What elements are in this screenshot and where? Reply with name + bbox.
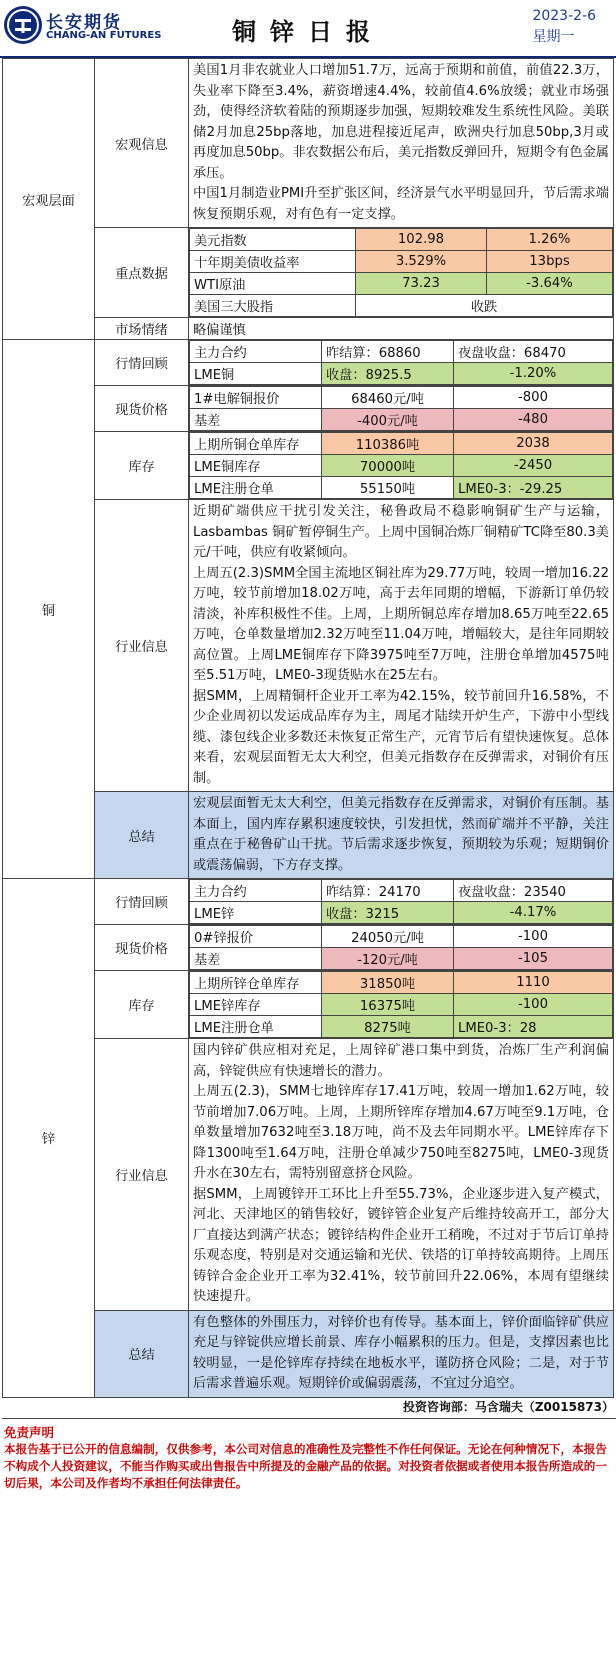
macro-info-paragraph: 美国1月非农就业人口增加51.7万，远高于预期和前值，前值22.3万，失业率下降至3.4%，薪资增速4.4%，较前值4.6%放缓；就业市场强劲，使得经济软着陆的预期逐步加强，短期较难发生系统性风险。美联储2月加息25bp落地，加息进程接近尾声，欧洲央行加息50bp,3月或再度加息50bp。非农数据公布后，美元指数反弹回升，短期令有色金属承压。 [193,63,609,181]
zinc-market-table [189,879,613,924]
basis-change: -105 [454,948,613,970]
inventory-name: LME铜库存 [190,455,322,477]
copper-inventory-cell [189,432,614,500]
copper-market-table [189,340,613,385]
key-data-row [190,273,613,295]
copper-market-cell [189,340,614,386]
zinc-spot-table [189,925,613,970]
key-data-row [190,295,613,317]
basis-change: -480 [454,409,613,431]
lme-change: -1.20% [454,363,613,385]
key-data-change: 13bps [487,251,613,273]
industry-paragraph: 上周五(2.3)SMM全国主流地区铜社库为29.77万吨，较周一增加16.22万吨，较节前增加18.02万吨，高于去年同期的增幅，下游新订单仍较清淡，补库积极性不佳。上周，上期所铜总库存增加8.65万吨至22.65万吨，仓单数量增加2.32万吨至11.04万吨，增幅较大，是往年同期较高位置。上周LME铜库存下降3975吨至7万吨，注册仓单增加4575吨至5.51万吨，LME0-3现货贴水在25左右。 [193,565,609,683]
report-date-block [532,6,596,48]
night-close: 夜盘收盘：68470 [454,341,613,363]
inventory-row [190,455,613,477]
basis-value: -400元/吨 [322,409,454,431]
macro-key-data-row [3,228,614,318]
copper-inventory-row [3,432,614,500]
report-date: 2023-2-6 [532,8,596,24]
inventory-value: 16375吨 [322,994,454,1016]
macro-sentiment-label: 市场情绪 [95,318,189,340]
report-header [0,0,616,58]
macro-key-data-table [189,228,613,317]
macro-key-data-label: 重点数据 [95,228,189,318]
copper-inventory-label: 库存 [95,432,189,500]
main-contract-label: 主力合约 [190,341,322,363]
zinc-industry-label: 行业信息 [95,1039,189,1311]
zinc-industry-text [189,1039,614,1311]
inventory-name: LME注册仓单 [190,1016,322,1038]
lme-name: LME锌 [190,902,322,924]
key-data-value: 3.529% [356,251,487,273]
zinc-market-cell [189,879,614,925]
inventory-name: LME注册仓单 [190,477,322,499]
zinc-market-label: 行情回顾 [95,879,189,925]
copper-industry-row [3,500,614,792]
industry-paragraph: 上周五(2.3)，SMM七地锌库存17.41万吨，较周一增加1.62万吨，较节前增加7.06万吨。上周，上期所锌库存增加4.67万吨至9.1万吨，仓单数量增加7632吨至3.18万吨，尚不及去年同期水平。LME锌库存下降1300吨至1.64万吨，注册仓单减少750吨至8275吨，LME0-3现货升水在30左右，需特别留意挤仓风险。 [193,1084,609,1181]
market-row [190,902,613,924]
macro-info-row [3,59,614,228]
copper-inventory-table [189,432,613,499]
key-data-name: 美元指数 [190,229,356,251]
night-close: 夜盘收盘：23540 [454,880,613,902]
prev-settle: 昨结算：68860 [322,341,454,363]
inventory-value: 70000吨 [322,455,454,477]
inventory-name: 上期所锌仓单库存 [190,972,322,994]
inventory-change: -2450 [454,455,613,477]
zinc-inventory-label: 库存 [95,971,189,1039]
key-data-value: 收跌 [356,295,613,317]
industry-paragraph: 据SMM，上周镀锌开工环比上升至55.73%，企业逐步进入复产模式，河北、天津地区的销售较好，镀锌管企业复产后维持较高开工，部分大厂直接达到满产状态；镀锌结构件企业开工稍晚，不过对于节后订单持乐观态度，特别是对交通运输和光伏、铁塔的订单持较高期待。上周压铸锌合金企业开工率为32.41%，较节前回升22.06%，本周有望继续快速提升。 [193,1186,609,1304]
macro-sentiment-value: 略偏谨慎 [189,318,614,340]
copper-industry-label: 行业信息 [95,500,189,792]
zinc-inventory-cell [189,971,614,1039]
inventory-name: 上期所铜仓单库存 [190,433,322,455]
zinc-summary-row [3,1310,614,1397]
key-data-change: -3.64% [487,273,613,295]
zinc-inventory-table [189,971,613,1038]
copper-spot-label: 现货价格 [95,386,189,432]
report-title: 铜锌日报 [232,18,384,46]
inventory-row [190,1016,613,1038]
report-weekday: 星期一 [532,29,575,45]
inventory-change: LME0-3：-29.25 [454,477,613,499]
copper-section-label: 铜 [3,340,95,879]
zinc-spot-cell [189,925,614,971]
lme-close: 收盘：8925.5 [322,363,454,385]
zinc-inventory-row [3,971,614,1039]
inventory-row [190,477,613,499]
macro-info-label: 宏观信息 [95,59,189,228]
copper-industry-text [189,500,614,792]
copper-market-label: 行情回顾 [95,340,189,386]
main-contract-label: 主力合约 [190,880,322,902]
spot-row [190,926,613,948]
inventory-change: 2038 [454,433,613,455]
key-data-name: 美国三大股指 [190,295,356,317]
zinc-summary-text: 有色整体的外围压力，对锌价也有传导。基本面上，锌价面临锌矿供应充足与锌锭供应增长前景、库存小幅累积的压力。但是，支撑因素也比较明显，一是伦锌库存持续在地板水平，谨防挤仓风险；二是，对于节后需求普遍乐观。短期锌价或偏弱震荡，不宜过分追空。 [189,1310,614,1397]
macro-sentiment-row [3,318,614,340]
basis-name: 基差 [190,409,322,431]
key-data-value: 73.23 [356,273,487,295]
inventory-row [190,972,613,994]
zinc-section-label: 锌 [3,879,95,1398]
copper-spot-table [189,386,613,431]
macro-info-text [189,59,614,228]
spot-row [190,387,613,409]
logo-english-name: CHANG-AN FUTURES [46,30,162,41]
key-data-row [190,251,613,273]
zinc-spot-label: 现货价格 [95,925,189,971]
key-data-name: WTI原油 [190,273,356,295]
basis-row [190,948,613,970]
disclaimer-text: 本报告基于已公开的信息编制，仅供参考，本公司对信息的准确性及完整性不作任何保证。无论在何种情况下，本报告不构成个人投资建议，不能当作购买或出售报告中所提及的金融产品的依据。对投资者依据或者使用本报告所造成的一切后果，本公司及作者均不承担任何法律责任。 [4,1441,607,1490]
basis-name: 基差 [190,948,322,970]
industry-paragraph: 据SMM，上周精铜杆企业开工率为42.15%，较节前回升16.58%，不少企业周初以发运成品库存为主，周尾才陆续开炉生产，下游中小型线缆、漆包线企业多数还未恢复正常生产，元宵节后有望快速恢复。总体来看，宏观层面暂无太大利空，但美元指数存在反弹需求，对铜价有压制。 [193,688,609,786]
copper-market-row [3,340,614,386]
copper-spot-cell [189,386,614,432]
inventory-row [190,433,613,455]
copper-summary-row [3,792,614,879]
spot-name: 1#电解铜报价 [190,387,322,409]
spot-value: 24050元/吨 [322,926,454,948]
lme-close: 收盘：3215 [322,902,454,924]
zinc-industry-row [3,1039,614,1311]
logo-chinese-name: 长安期货 [46,13,122,33]
zinc-summary-label: 总结 [95,1310,189,1397]
inventory-name: LME锌库存 [190,994,322,1016]
macro-key-data-cell [189,228,614,318]
spot-change: -800 [454,387,613,409]
zinc-market-row [3,879,614,925]
spot-change: -100 [454,926,613,948]
inventory-value: 31850吨 [322,972,454,994]
report-table [2,58,614,1398]
market-row [190,363,613,385]
key-data-row [190,229,613,251]
inventory-change: -100 [454,994,613,1016]
inventory-value: 110386吨 [322,433,454,455]
prev-settle: 昨结算：24170 [322,880,454,902]
macro-section-label: 宏观层面 [3,59,95,340]
basis-value: -120元/吨 [322,948,454,970]
industry-paragraph: 近期矿端供应干扰引发关注，秘鲁政局不稳影响铜矿生产与运输，Lasbambas 铜矿暂停铜生产。上周中国铜冶炼厂铜精矿TC降至80.3美元/干吨，供应有收紧倾向。 [193,504,609,560]
disclaimer-title: 免责声明 [4,1424,55,1440]
key-data-name: 十年期美债收益率 [190,251,356,273]
key-data-change: 1.26% [487,229,613,251]
inventory-change: LME0-3：28 [454,1016,613,1038]
inventory-change: 1110 [454,972,613,994]
analyst-credit: 投资咨询部：马含瑞夫（Z0015873） [2,1398,616,1419]
market-row [190,341,613,363]
copper-spot-row [3,386,614,432]
spot-name: 0#锌报价 [190,926,322,948]
inventory-row [190,994,613,1016]
key-data-value: 102.98 [356,229,487,251]
industry-paragraph: 国内锌矿供应相对充足，上周锌矿港口集中到货，冶炼厂生产利润偏高，锌锭供应有快速增长的潜力。 [193,1043,609,1079]
spot-value: 68460元/吨 [322,387,454,409]
inventory-value: 55150吨 [322,477,454,499]
copper-summary-label: 总结 [95,792,189,879]
copper-summary-text: 宏观层面暂无太大利空，但美元指数存在反弹需求，对铜价有压制。基本面上，国内库存累积速度较快，引发担忧，然而矿端并不平静，关注重点在于秘鲁矿山干扰。节后需求逐步恢复，预期较为乐观；短期铜价或震荡偏弱，下方存支撑。 [189,792,614,879]
basis-row [190,409,613,431]
market-row [190,880,613,902]
lme-change: -4.17% [454,902,613,924]
macro-info-paragraph: 中国1月制造业PMI升至扩张区间，经济景气水平明显回升，节后需求端恢复预期乐观，对有色有一定支撑。 [193,186,609,222]
inventory-value: 8275吨 [322,1016,454,1038]
lme-name: LME铜 [190,363,322,385]
zinc-spot-row [3,925,614,971]
